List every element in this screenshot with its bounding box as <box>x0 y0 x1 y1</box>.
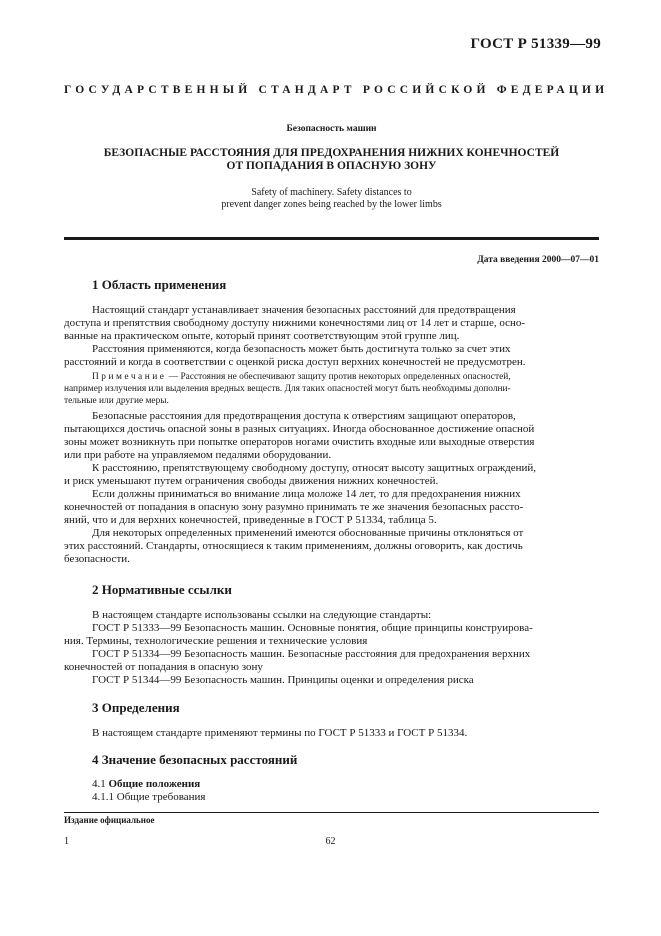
text-line: яний, что и для верхних конечностей, приведенные в ГОСТ Р 51334, таблица 5. <box>64 514 437 526</box>
text-line: ванные на практическом опыте, который принят соответствующим этой группе лиц. <box>64 330 460 342</box>
document-code: ГОСТ Р 51339—99 <box>470 36 601 52</box>
text-line: или при работе на управляемом педалями оборудовании. <box>64 449 332 461</box>
state-standard-banner: ГОСУДАРСТВЕННЫЙ СТАНДАРТ РОССИЙСКОЙ ФЕДЕРАЦИИ <box>64 84 609 96</box>
english-title-line-1: Safety of machinery. Safety distances to <box>251 187 412 198</box>
subsection-number: 4.1 <box>92 778 106 790</box>
document-title <box>64 147 599 173</box>
text-line: Если должны приниматься во внимание лица моложе 14 лет, то для предохранения нижних <box>92 488 521 500</box>
text-line: пытающихся достичь опасной зоны в разных ситуациях. Иногда обоснованное достижение опасной <box>64 423 535 435</box>
text-line: зоны может возникнуть при попытке операторов ногами очистить входные или выходные отверстия <box>64 436 535 448</box>
text-line: например излучения или выделения вредных веществ. Для таких опасностей могут быть необходимы дополни- <box>64 384 511 394</box>
subsection-4-1-1: 4.1.1 Общие требования <box>92 791 206 803</box>
section-1-note <box>64 371 599 407</box>
section-1-paragraph-5 <box>64 488 599 527</box>
reference-line: конечностей от попадания в опасную зону <box>64 661 263 673</box>
title-divider <box>64 237 599 240</box>
footer-number: 1 <box>64 836 69 847</box>
text-line: Расстояния применяются, когда безопасность может быть достигнута только за счет этих <box>92 343 511 355</box>
text-line: Настоящий стандарт устанавливает значения безопасных расстояний для предотвращения <box>92 304 516 316</box>
reference-line: ГОСТ Р 51334—99 Безопасность машин. Безопасные расстояния для предохранения верхних <box>92 648 531 660</box>
reference-line: ГОСТ Р 51344—99 Безопасность машин. Принципы оценки и определения риска <box>92 674 474 686</box>
section-4-body <box>64 778 599 804</box>
reference-line: ГОСТ Р 51333—99 Безопасность машин. Основные понятия, общие принципы конструирова- <box>92 622 533 634</box>
section-2-body <box>64 609 599 687</box>
section-1-paragraph-2 <box>64 343 599 369</box>
text-line: и риск уменьшают путем ограничения свободы движения нижних конечностей. <box>64 475 439 487</box>
title-line-2: ОТ ПОПАДАНИЯ В ОПАСНУЮ ЗОНУ <box>226 160 437 172</box>
official-edition-label: Издание официальное <box>64 815 155 825</box>
section-2-heading: 2 Нормативные ссылки <box>92 582 232 597</box>
section-1-paragraph-4 <box>64 462 599 488</box>
section-3-body <box>64 727 599 740</box>
section-4-heading: 4 Значение безопасных расстояний <box>92 752 298 767</box>
reference-line: ния. Термины, технологические решения и технические условия <box>64 635 368 647</box>
text-line: В настоящем стандарте применяют термины по ГОСТ Р 51333 и ГОСТ Р 51334. <box>92 727 468 739</box>
text-line: Безопасные расстояния для предотвращения доступа к отверстиям защищают операторов, <box>92 410 516 422</box>
text-line: — Расстояния не обеспечивают защиту против некоторых определенных опасностей, <box>168 372 511 382</box>
text-line: конечностей от попадания в опасную зону разумно принимать те же значения безопасных рассто- <box>64 501 524 513</box>
text-line: этих расстояний. Стандарты, относящиеся к таким применениям, должны оговорить, как достичь <box>64 540 523 552</box>
subsection-4-1 <box>64 778 599 791</box>
section-1-paragraph-6 <box>64 527 599 566</box>
text-line: К расстоянию, препятствующему свободному доступу, относят высоту защитных ограждений, <box>92 462 537 474</box>
note-label: Примечание <box>92 372 167 382</box>
introduction-date: Дата введения 2000—07—01 <box>477 255 599 265</box>
subsection-title: Общие положения <box>108 778 201 790</box>
english-title-line-2: prevent danger zones being reached by the lower limbs <box>221 199 442 210</box>
text-line: расстояний и когда в соответствии с оценкой риска доступ верхних конечностей не предусмотрен. <box>64 356 526 368</box>
title-line-1: БЕЗОПАСНЫЕ РАССТОЯНИЯ ДЛЯ ПРЕДОХРАНЕНИЯ НИЖНИХ КОНЕЧНОСТЕЙ <box>103 147 560 159</box>
section-1-paragraph-1 <box>64 304 599 343</box>
text-line: доступа и препятствия свободному доступу нижними конечностями лиц от 14 лет и старше, осно- <box>64 317 526 329</box>
text-line: Для некоторых определенных применений имеются обоснованные причины отклоняться от <box>92 527 524 539</box>
page-number: 62 <box>325 836 336 847</box>
footer-divider <box>64 812 599 813</box>
text-line: В настоящем стандарте использованы ссылки на следующие стандарты: <box>92 609 432 621</box>
english-title <box>64 187 599 211</box>
text-line: безопасности. <box>64 553 130 565</box>
section-1-heading: 1 Область применения <box>92 277 227 292</box>
standard-series: Безопасность машин <box>286 124 377 134</box>
text-line: тельные или другие меры. <box>64 396 169 406</box>
section-1-paragraph-3 <box>64 410 599 462</box>
section-3-heading: 3 Определения <box>92 700 180 715</box>
